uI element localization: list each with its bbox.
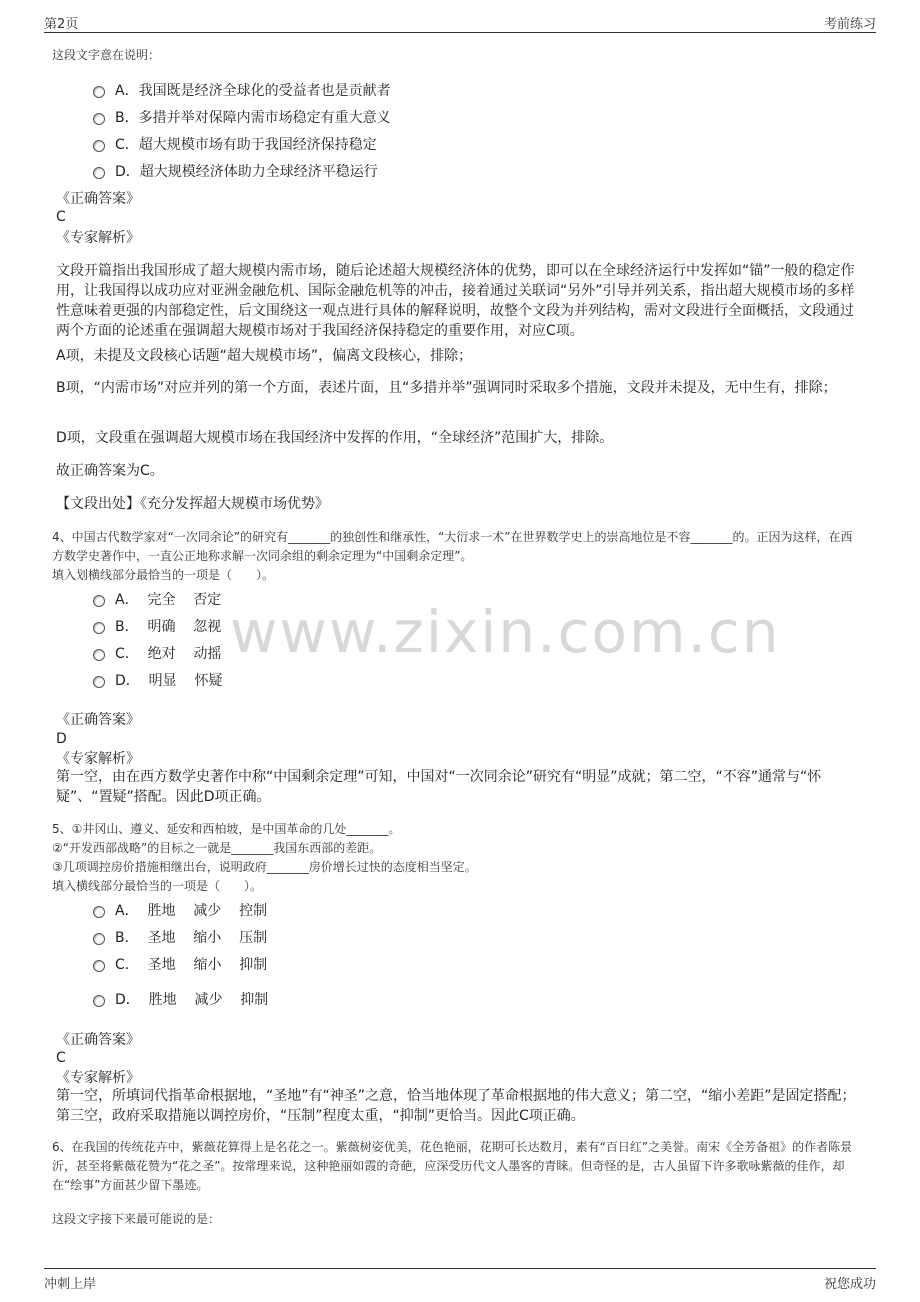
- q6-stem: 6、在我国的传统花卉中，紫薇花算得上是名花之一。紫薇树姿优美，花色艳丽，花期可长达数月，素有“百日红”之美誉。南宋《全芳备祖》的作者陈景沂，甚至将紫薇花赞为“花之圣”。按常理来说，这种艳丽如霞的奇葩，应深受历代文人墨客的青睐。但奇怪的是，古人虽留下许多歌咏紫薇的佳作，却在“绘事”方面甚少留下墨迹。: [52, 1140, 853, 1192]
- radio-icon[interactable]: [93, 676, 105, 688]
- page-number: 第2页: [44, 17, 79, 32]
- radio-icon[interactable]: [93, 933, 105, 945]
- q3-note-a: A项，未提及文段核心话题“超大规模市场”，偏离文段核心，排除；: [56, 348, 473, 364]
- radio-icon[interactable]: [93, 960, 105, 972]
- option-label: B． 圣地 缩小 压制: [115, 930, 268, 946]
- q5-stem-3: ③几项调控房价措施相继出台，说明政府_______房价增长过快的态度相当坚定。: [52, 860, 477, 874]
- option-label: D． 明显 怀疑: [115, 673, 223, 689]
- option-label: A． 胜地 减少 控制: [115, 903, 268, 919]
- footer-left: 冲刺上岸: [44, 1277, 97, 1292]
- q4-analysis-label: 《专家解析》: [56, 751, 140, 767]
- q3-note-d: D项，文段重在强调超大规模市场在我国经济中发挥的作用，“全球经济”范围扩大，排除。: [56, 430, 614, 446]
- radio-icon[interactable]: [93, 140, 105, 152]
- q4-answer: D: [56, 731, 67, 747]
- option-label: A．我国既是经济全球化的受益者也是贡献者: [115, 83, 391, 99]
- option-label: B．多措并举对保障内需市场稳定有重大意义: [115, 110, 391, 126]
- radio-icon[interactable]: [93, 595, 105, 607]
- page-title: 考前练习: [823, 17, 876, 32]
- radio-icon[interactable]: [93, 86, 105, 98]
- radio-icon[interactable]: [93, 622, 105, 634]
- option-label: D． 胜地 减少 抑制: [115, 992, 269, 1008]
- q4-prompt: 填入划横线部分最恰当的一项是（ ）。: [52, 568, 275, 582]
- option-label: A． 完全 否定: [115, 592, 222, 608]
- q5-prompt: 填入横线部分最恰当的一项是（ ）。: [52, 879, 263, 893]
- q3-prompt: 这段文字意在说明：: [52, 48, 161, 62]
- q3-analysis: 文段开篇指出我国形成了超大规模内需市场，随后论述超大规模经济体的优势，即可以在全球经济运行中发挥如“锚”一般的稳定作用，让我国得以成功应对亚洲金融危机、国际金融危机等的冲击，接着通过关联词“另外”引导并列关系，指出超大规模市场的多样性意味着更强的内部稳定性，后文围绕这一观点进行具体的解释说明，故整个文段为并列结构，需对文段进行全面概括，文段通过两个方面的论述重在强调超大规模市场对于我国经济保持稳定的重要作用，对应C项。: [56, 263, 855, 339]
- q5-stem-2: ②“开发西部战略”的目标之一就是_______我国东西部的差距。: [52, 841, 382, 855]
- q3-conclusion: 故正确答案为C。: [56, 463, 164, 479]
- radio-icon[interactable]: [93, 995, 105, 1007]
- q6-prompt: 这段文字接下来最可能说的是：: [52, 1212, 221, 1226]
- q3-analysis-label: 《专家解析》: [56, 230, 140, 246]
- q5-answer: C: [56, 1050, 66, 1066]
- option-label: B． 明确 忽视: [115, 619, 222, 635]
- q3-answer: C: [56, 209, 66, 225]
- q3-source: 【文段出处】《充分发挥超大规模市场优势》: [56, 496, 329, 512]
- option-label: D．超大规模经济体助力全球经济平稳运行: [115, 164, 378, 180]
- q3-note-b: B项，“内需市场”对应并列的第一个方面，表述片面，且“多措并举”强调同时采取多个措施，文段并未提及，无中生有，排除；: [56, 380, 837, 396]
- q4-answer-label: 《正确答案》: [56, 712, 140, 728]
- q4-analysis: 第一空，由在西方数学史著作中称“中国剩余定理”可知，中国对“一次同余论”研究有“明显”成就；第二空，“不容”通常与“怀疑”、“置疑”搭配。因此D项正确。: [56, 769, 822, 805]
- radio-icon[interactable]: [93, 649, 105, 661]
- option-label: C． 绝对 动摇: [115, 646, 222, 662]
- q5-analysis-label: 《专家解析》: [56, 1070, 140, 1086]
- radio-icon[interactable]: [93, 113, 105, 125]
- watermark: www.zixin.com.cn: [230, 598, 781, 666]
- footer-right: 祝您成功: [823, 1277, 876, 1292]
- page-header: [44, 10, 876, 33]
- radio-icon[interactable]: [93, 167, 105, 179]
- q4-stem: 4、中国古代数学家对“一次同余论”的研究有_______的独创性和继承性，“大衍求一术”在世界数学史上的崇高地位是不容_______的。正因为这样，在西方数学史著作中，一直公正地称求解一次同余组的剩余定理为“中国剩余定理”。: [52, 530, 853, 563]
- radio-icon[interactable]: [93, 906, 105, 918]
- q3-answer-label: 《正确答案》: [56, 191, 140, 207]
- q5-stem-1: 5、①井冈山、遵义、延安和西柏坡，是中国革命的几处_______。: [52, 822, 401, 836]
- q5-analysis: 第一空，所填词代指革命根据地，“圣地”有“神圣”之意，恰当地体现了革命根据地的伟大意义；第二空，“缩小差距”是固定搭配；第三空，政府采取措施以调控房价，“压制”程度太重，“抑制”更恰当。因此C项正确。: [56, 1088, 856, 1124]
- option-label: C．超大规模市场有助于我国经济保持稳定: [115, 137, 377, 153]
- q5-answer-label: 《正确答案》: [56, 1032, 140, 1048]
- option-label: C． 圣地 缩小 抑制: [115, 957, 268, 973]
- page-footer: [44, 1268, 876, 1292]
